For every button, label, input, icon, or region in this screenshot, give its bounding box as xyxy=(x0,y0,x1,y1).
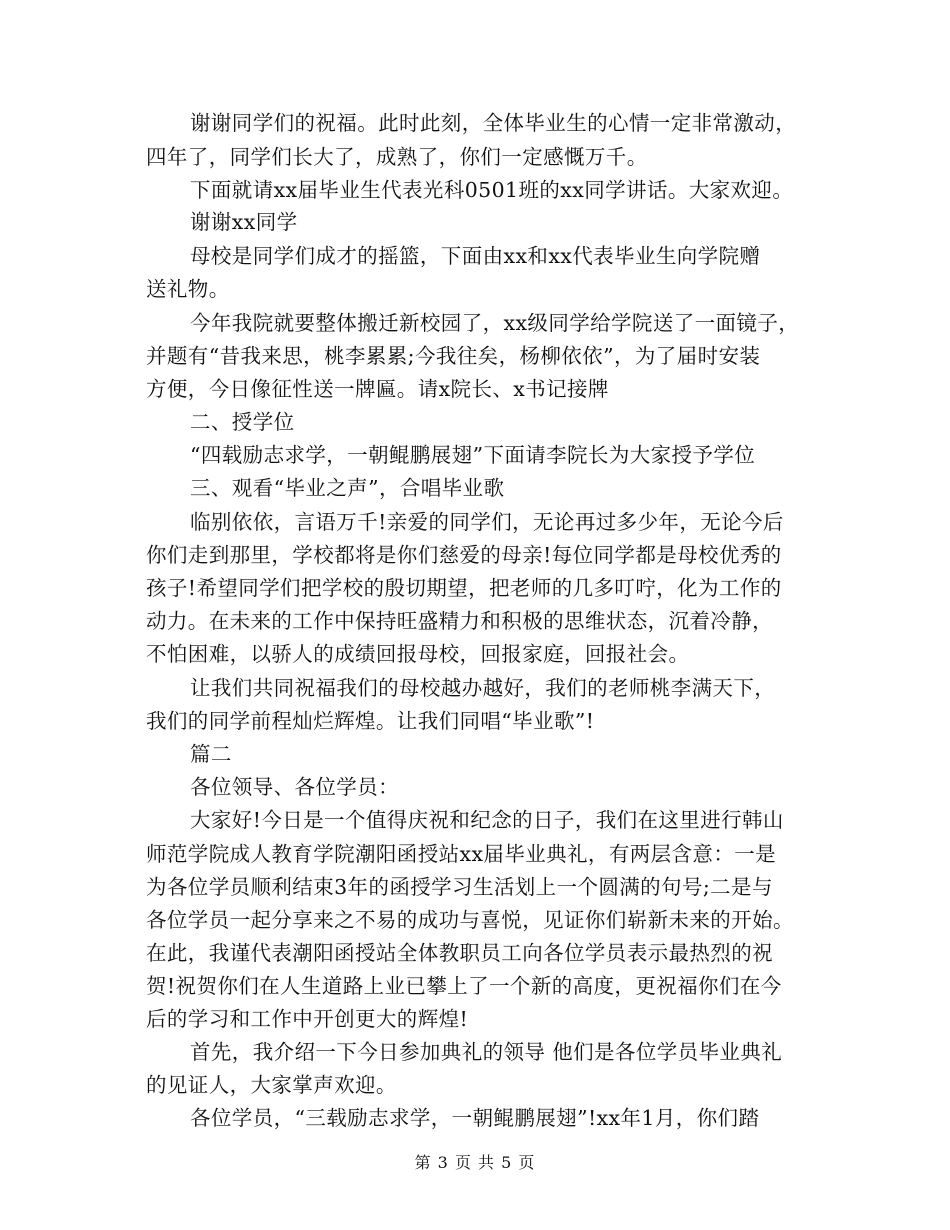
text-line: 各位学员，“三载励志求学，一朝鲲鹏展翅”!xx年1月，你们踏 xyxy=(190,1106,760,1130)
text-line: 今年我院就要整体搬迁新校园了，xx级同学给学院送了一面镜子， xyxy=(190,311,800,335)
section-heading: 篇二 xyxy=(190,742,232,766)
text-line: 为各位学员顺利结束3年的函授学习生活划上一个圆满的句号;二是与 xyxy=(146,875,773,899)
text-line: 让我们共同祝福我们的母校越办越好，我们的老师桃李满天下， xyxy=(190,676,776,700)
text-line: 贺!祝贺你们在人生道路上业已攀上了一个新的高度，更祝福你们在今 xyxy=(146,974,782,998)
text-line: 母校是同学们成才的摇篮，下面由xx和xx代表毕业生向学院赠 xyxy=(190,244,761,268)
text-line: 师范学院成人教育学院潮阳函授站xx届毕业典礼，有两层含意：一是 xyxy=(146,842,777,866)
text-line: 方便，今日像征性送一牌匾。请x院长、x书记接牌 xyxy=(146,377,609,401)
text-line: 各位领导、各位学员： xyxy=(190,775,399,799)
text-line: 下面就请xx届毕业生代表光科0501班的xx同学讲话。大家欢迎。 xyxy=(190,178,794,202)
text-line: 我们的同学前程灿烂辉煌。让我们同唱“毕业歌”! xyxy=(146,709,595,733)
text-line: 临别依依，言语万千!亲爱的同学们，无论再过多少年，无论今后 xyxy=(190,510,784,534)
text-line: 在此，我谨代表潮阳函授站全体教职员工向各位学员表示最热烈的祝 xyxy=(146,941,773,965)
text-line: 首先，我介绍一下今日参加典礼的领导 他们是各位学员毕业典礼 xyxy=(190,1040,783,1064)
text-line: 孩子!希望同学们把学校的殷切期望，把老师的几多叮咛，化为工作的 xyxy=(146,576,782,600)
text-line: 谢谢同学们的祝福。此时此刻，全体毕业生的心情一定非常激动， xyxy=(190,111,797,135)
text-line: 谢谢xx同学 xyxy=(190,210,298,234)
text-line: 大家好!今日是一个值得庆祝和纪念的日子，我们在这里进行韩山 xyxy=(190,808,784,832)
text-line: 三、观看“毕业之声”，合唱毕业歌 xyxy=(190,476,505,500)
text-line: 送礼物。 xyxy=(146,277,230,301)
text-line: 并题有“昔我来思，桃李累累;今我往矣，杨柳依依”，为了届时安装 xyxy=(146,344,761,368)
text-line: 你们走到那里，学校都将是你们慈爱的母亲!每位同学都是母校优秀的 xyxy=(146,543,782,567)
text-line: 的见证人，大家掌声欢迎。 xyxy=(146,1073,397,1097)
text-line: 动力。在未来的工作中保持旺盛精力和积极的思维状态，沉着冷静， xyxy=(146,609,773,633)
text-line: 不怕困难，以骄人的成绩回报母校，回报家庭，回报社会。 xyxy=(146,642,690,666)
text-line: 后的学习和工作中开创更大的辉煌! xyxy=(146,1007,469,1031)
text-line: 二、授学位 xyxy=(190,410,295,434)
text-line: “四载励志求学，一朝鲲鹏展翅”下面请李院长为大家授予学位 xyxy=(190,443,756,467)
text-line: 四年了，同学们长大了，成熟了，你们一定感慨万千。 xyxy=(146,145,648,169)
text-line: 各位学员一起分享来之不易的成功与喜悦，见证你们崭新未来的开始。 xyxy=(146,908,794,932)
page-footer: 第 3 页 共 5 页 xyxy=(414,1153,536,1172)
